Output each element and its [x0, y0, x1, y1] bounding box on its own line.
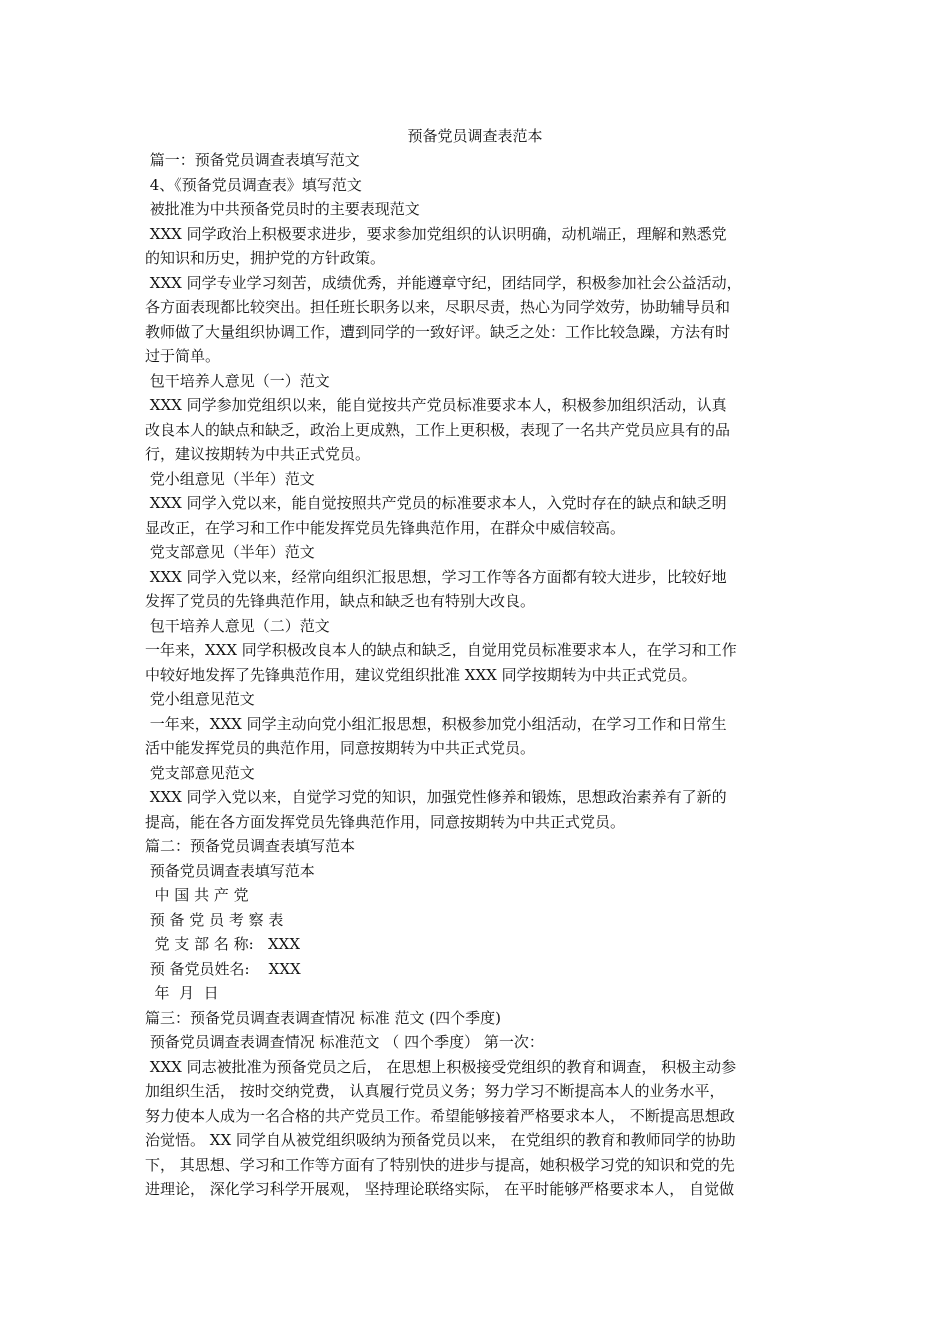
text-line: XXX 同学入党以来，自觉学习党的知识，加强党性修养和锻炼，思想政治素养有了新的 [145, 788, 727, 806]
text-line: XXX 同志被批准为预备党员之后， 在思想上积极接受党组织的教育和调查， 积极主动参 [145, 1057, 737, 1076]
text-line: 一年来，XXX 同学主动向党小组汇报思想，积极参加党小组活动，在学习工作和日常生 [145, 714, 727, 733]
text-line: 加组织生活， 按时交纳党费， 认真履行党员义务；努力学习不断提高本人的业务水平， [145, 1082, 725, 1100]
text-line: 党小组意见范文 [145, 690, 255, 708]
text-line: 预备党员调查表调查情况 标准范文 （ 四个季度） 第一次： [145, 1033, 544, 1051]
text-line: 党小组意见（半年）范文 [145, 469, 315, 488]
text-line: 年 月 日 [145, 984, 219, 1002]
text-line: XXX 同学专业学习刻苦，成绩优秀，并能遵章守纪，团结同学，积极参加社会公益活动， [145, 273, 742, 292]
text-line: XXX 同学参加党组织以来，能自觉按共产党员标准要求本人，积极参加组织活动，认真 [145, 396, 727, 414]
text-line: 一年来，XXX 同学积极改良本人的缺点和缺乏，自觉用党员标准要求本人，在学习和工作 [145, 641, 737, 659]
text-line: XXX 同学政治上积极要求进步，要求参加党组织的认识明确，动机端正，理解和熟悉党 [145, 224, 727, 243]
text-line: 篇一：预备党员调查表填写范文 [145, 151, 360, 169]
text-line: 下， 其思想、学习和工作等方面有了特别快的进步与提高，她积极学习党的知识和党的先 [145, 1155, 735, 1174]
text-line: 篇二：预备党员调查表填写范本 [145, 837, 356, 855]
text-line: 篇三：预备党员调查表调查情况 标准 范文 (四个季度) [145, 1008, 502, 1027]
text-line: 过于简单。 [145, 347, 221, 365]
document-body [145, 148, 810, 1202]
text-line: 4、《预备党员调查表》填写范文 [145, 175, 362, 194]
text-line: 发挥了党员的先锋典范作用，缺点和缺乏也有特别大改良。 [145, 592, 536, 610]
text-line: 预 备党员姓名: XXX [145, 959, 301, 978]
text-line: 党支部意见范文 [145, 763, 255, 782]
text-line: XXX 同学入党以来，经常向组织汇报思想，学习工作等各方面都有较大进步，比较好地 [145, 567, 727, 586]
text-line: 中较好地发挥了先锋典范作用，建议党组织批准 XXX 同学按期转为中共正式党员。 [145, 665, 697, 684]
text-line: 包干培养人意见（一）范文 [145, 371, 330, 390]
document-title: 预备党员调查表范本 [407, 127, 543, 145]
text-line: 党 支 部 名 称: XXX [145, 935, 301, 953]
text-line: 显改正，在学习和工作中能发挥党员先锋典范作用，在群众中威信较高。 [145, 518, 626, 537]
text-line: 治觉悟。 XX 同学自从被党组织吸纳为预备党员以来， 在党组织的教育和教师同学的协助 [145, 1131, 736, 1149]
text-line: 的知识和历史，拥护党的方针政策。 [145, 249, 386, 267]
text-line: 被批准为中共预备党员时的主要表现范文 [145, 200, 420, 218]
text-line: 教师做了大量组织协调工作，遭到同学的一致好评。缺乏之处：工作比较急躁，方法有时 [145, 322, 731, 341]
text-line: 预 备 党 员 考 察 表 [145, 910, 284, 929]
text-line: XXX 同学入党以来，能自觉按照共产党员的标准要求本人，入党时存在的缺点和缺乏明 [145, 494, 727, 512]
text-line: 行，建议按期转为中共正式党员。 [145, 445, 371, 463]
text-line: 改良本人的缺点和缺乏，政治上更成熟，工作上更积极，表现了一名共产党员应具有的品 [145, 420, 731, 439]
text-line: 预备党员调查表填写范本 [145, 861, 315, 880]
text-line: 各方面表现都比较突出。担任班长职务以来，尽职尽责，热心为同学效劳，协助辅导员和 [145, 298, 731, 316]
text-line: 努力使本人成为一名合格的共产党员工作。希望能够接着严格要求本人， 不断提高思想政 [145, 1106, 735, 1125]
text-line: 提高，能在各方面发挥党员先锋典范作用，同意按期转为中共正式党员。 [145, 812, 626, 831]
text-line: 进理论， 深化学习科学开展观， 坚持理论联络实际， 在平时能够严格要求本人， 自觉做 [145, 1180, 735, 1198]
text-line: 党支部意见（半年）范文 [145, 543, 315, 561]
text-line: 活中能发挥党员的典范作用，同意按期转为中共正式党员。 [145, 739, 536, 757]
text-line: 包干培养人意见（二）范文 [145, 616, 330, 635]
text-line: 中 国 共 产 党 [145, 886, 249, 904]
